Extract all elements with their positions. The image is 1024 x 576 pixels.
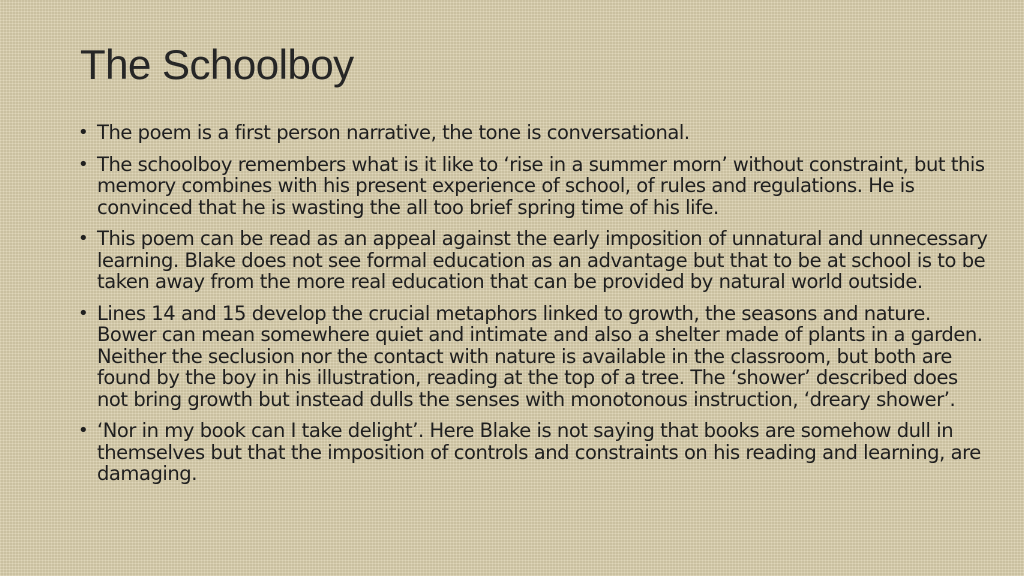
bullet-text: Lines 14 and 15 develop the crucial metaphors linked to growth, the seasons and nature. Bower can mean somewhere quiet and intimate and also a shelter made of plants in a garden. Neither the seclusion nor the contact with nature is available in the classroom, but both are found by the boy in his illustration, reading at the top of a tree. The ‘shower’ described does not bring growth but instead dulls the senses with monotonous instruction, ‘dreary shower’. bbox=[97, 301, 983, 411]
bullet-list bbox=[76, 122, 988, 495]
bullet-item bbox=[76, 420, 988, 485]
bullet-dot-icon: • bbox=[78, 302, 89, 324]
bullet-dot-icon: • bbox=[78, 420, 89, 441]
slide-title: The Schoolboy bbox=[80, 41, 354, 88]
bullet-dot-icon: • bbox=[78, 228, 89, 249]
bullet-text: The poem is a first person narrative, the tone is conversational. bbox=[97, 121, 690, 144]
bullet-text: ‘Nor in my book can I take delight’. Here Blake is not saying that books are somehow dull in themselves but that the imposition of controls and constraints on his reading and learning, are damaging. bbox=[97, 419, 981, 485]
bullet-item bbox=[76, 303, 988, 411]
bullet-text: This poem can be read as an appeal against the early imposition of unnatural and unnecessary learning. Blake does not see formal education as an advantage but that to be at school is to be taken away from the more real education that can be provided by natural world outside. bbox=[97, 227, 988, 293]
bullet-text: The schoolboy remembers what is it like to ‘rise in a summer morn’ without constraint, but this memory combines with his present experience of school, of rules and regulations. He is convinced that he is wasting the all too brief spring time of his life. bbox=[97, 152, 985, 219]
bullet-dot-icon: • bbox=[78, 122, 89, 143]
bullet-item bbox=[76, 154, 988, 219]
bullet-item bbox=[76, 122, 988, 144]
bullet-dot-icon: • bbox=[78, 153, 89, 175]
bullet-item bbox=[76, 228, 988, 293]
